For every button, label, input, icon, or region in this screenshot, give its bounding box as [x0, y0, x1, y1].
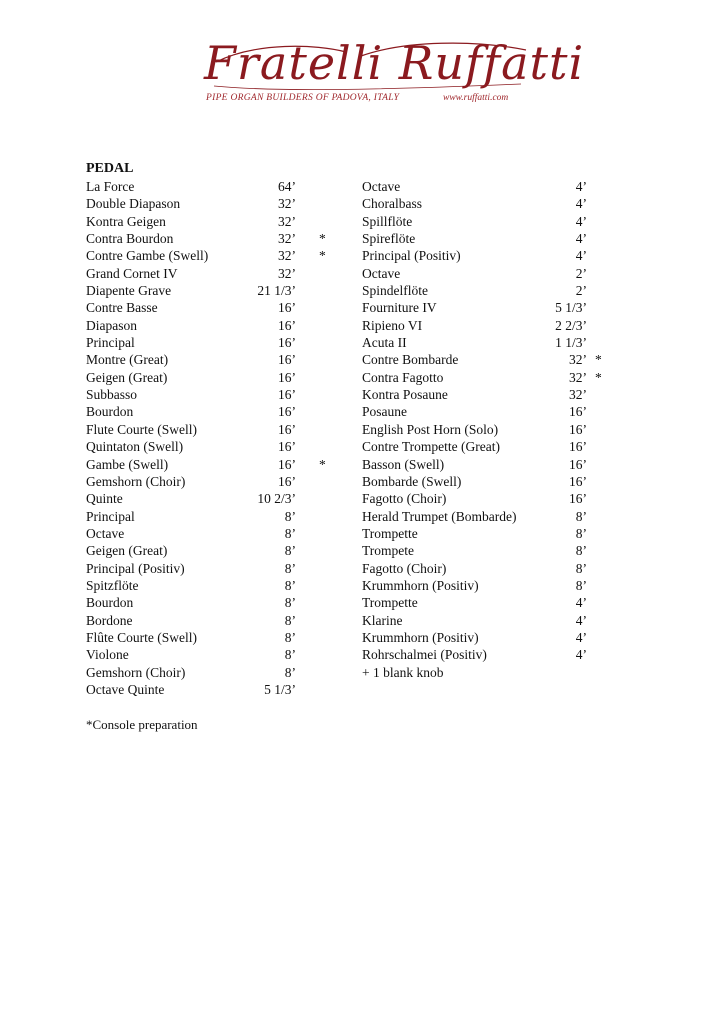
stop-pitch: 16’ [278, 473, 296, 489]
stop-name: Principal (Positiv) [86, 560, 185, 576]
division-heading: PEDAL [86, 161, 134, 176]
stop-row [86, 247, 326, 264]
stop-name: Fourniture IV [362, 300, 437, 316]
stop-row [86, 664, 326, 681]
stop-pitch: 4’ [575, 196, 587, 212]
stop-name: Ripieno VI [362, 317, 423, 333]
stop-row [86, 612, 326, 629]
company-tagline: PIPE ORGAN BUILDERS OF PADOVA, ITALY [206, 93, 400, 103]
stop-row [86, 386, 326, 403]
stop-pitch: 64’ [278, 179, 296, 194]
stop-pitch: 32’ [569, 387, 587, 403]
stop-row [86, 542, 326, 559]
stop-name: Grand Cornet IV [86, 265, 178, 281]
stop-pitch: 8’ [284, 525, 296, 541]
stop-name: Fagotto (Choir) [362, 560, 447, 576]
stop-name: Trompette [362, 525, 418, 541]
stop-name: Octave Quinte [86, 681, 165, 697]
stop-pitch: 2 2/3’ [555, 317, 587, 333]
stop-row [362, 299, 602, 316]
stop-name: Spireflöte [362, 231, 416, 247]
stop-name: Diapason [86, 317, 137, 333]
stop-pitch: 10 2/3’ [257, 491, 296, 507]
stop-pitch: 8’ [284, 560, 296, 576]
stop-pitch: 2’ [575, 265, 587, 281]
stop-pitch: 16’ [278, 439, 296, 455]
stop-pitch: 8’ [284, 595, 296, 611]
stop-pitch: 1 1/3’ [555, 335, 587, 351]
preparation-mark: * [319, 231, 326, 247]
stop-row [362, 230, 602, 247]
stop-name: Flute Courte (Swell) [86, 421, 197, 437]
stop-name: Octave [362, 179, 401, 194]
stop-name: Gemshorn (Choir) [86, 664, 186, 680]
stop-pitch: 8’ [284, 647, 296, 663]
stop-pitch: 5 1/3’ [264, 681, 296, 697]
stop-pitch: 32’ [569, 369, 587, 385]
stop-row [86, 195, 326, 212]
stop-row [362, 612, 602, 629]
stop-pitch: 8’ [284, 629, 296, 645]
stop-name: Gambe (Swell) [86, 456, 169, 472]
stop-row [86, 438, 326, 455]
stop-list-right [362, 178, 602, 681]
stop-row [86, 299, 326, 316]
stop-row [86, 594, 326, 611]
stop-name: Bordone [86, 612, 133, 628]
stop-row [362, 438, 602, 455]
stop-name: Basson (Swell) [362, 456, 445, 472]
stop-row [86, 508, 326, 525]
stop-row [86, 178, 326, 195]
stop-name: Double Diapason [86, 196, 181, 212]
stop-pitch: 8’ [575, 508, 587, 524]
stop-row [86, 317, 326, 334]
stop-row [362, 508, 602, 525]
stop-row [362, 577, 602, 594]
stop-pitch: 4’ [575, 629, 587, 645]
stop-row [362, 594, 602, 611]
preparation-mark: * [319, 456, 326, 472]
stop-name: Rohrschalmei (Positiv) [362, 647, 487, 663]
stop-name: + 1 blank knob [362, 664, 444, 680]
stop-name: Subbasso [86, 387, 138, 403]
company-logo: Fratelli Ruffatti [204, 36, 585, 90]
stop-row [86, 369, 326, 386]
stop-name: Spindelflöte [362, 283, 428, 299]
stop-row [86, 629, 326, 646]
stop-pitch: 8’ [575, 525, 587, 541]
stop-row [362, 195, 602, 212]
stop-name: Fagotto (Choir) [362, 491, 447, 507]
stop-pitch: 8’ [575, 543, 587, 559]
stop-row [86, 403, 326, 420]
stop-row [86, 282, 326, 299]
stop-name: Principal [86, 508, 135, 524]
preparation-mark: * [319, 248, 326, 264]
preparation-mark: * [595, 369, 602, 385]
stop-pitch: 16’ [278, 317, 296, 333]
stop-name: Gemshorn (Choir) [86, 473, 186, 489]
stop-name: Contre Basse [86, 300, 158, 316]
stop-pitch: 16’ [569, 439, 587, 455]
stop-pitch: 4’ [575, 213, 587, 229]
stop-name: Kontra Geigen [86, 213, 166, 229]
stop-row [362, 369, 602, 386]
stop-pitch: 5 1/3’ [555, 300, 587, 316]
stop-name: Bombarde (Swell) [362, 473, 462, 489]
stop-row [86, 525, 326, 542]
stop-name: Violone [86, 647, 129, 663]
stop-row [362, 265, 602, 282]
stop-row [86, 490, 326, 507]
footnote: *Console preparation [86, 717, 198, 732]
stop-name: Contra Bourdon [86, 231, 174, 247]
stop-pitch: 8’ [575, 577, 587, 593]
stop-row [362, 247, 602, 264]
stop-name: Spitzflöte [86, 577, 139, 593]
stop-pitch: 4’ [575, 595, 587, 611]
stop-pitch: 8’ [284, 543, 296, 559]
stop-row [86, 334, 326, 351]
stop-name: Kontra Posaune [362, 387, 448, 403]
stop-name: Octave [86, 525, 125, 541]
stop-row [86, 646, 326, 663]
stop-pitch: 4’ [575, 248, 587, 264]
letterhead [196, 34, 585, 109]
stop-row [362, 282, 602, 299]
stop-name: Geigen (Great) [86, 543, 168, 559]
stop-pitch: 16’ [278, 300, 296, 316]
stop-name: Principal (Positiv) [362, 248, 461, 264]
stop-pitch: 16’ [278, 369, 296, 385]
stop-row [362, 351, 602, 368]
company-website: www.ruffatti.com [443, 93, 509, 103]
stop-name: Trompette [362, 595, 418, 611]
stop-pitch: 32’ [278, 265, 296, 281]
stop-name: Montre (Great) [86, 352, 169, 368]
stop-row [362, 542, 602, 559]
stop-pitch: 32’ [278, 248, 296, 264]
stop-name: La Force [86, 179, 135, 194]
stop-pitch: 16’ [278, 456, 296, 472]
stop-name: Bourdon [86, 595, 134, 611]
stop-pitch: 4’ [575, 647, 587, 663]
stop-pitch: 16’ [278, 421, 296, 437]
stop-name: Krummhorn (Positiv) [362, 629, 479, 645]
stop-name: Trompete [362, 543, 415, 559]
stop-pitch: 32’ [278, 196, 296, 212]
stop-pitch: 8’ [284, 612, 296, 628]
stop-row [86, 265, 326, 282]
stop-pitch: 8’ [575, 560, 587, 576]
stop-pitch: 8’ [284, 664, 296, 680]
stop-name: Spillflöte [362, 213, 413, 229]
stop-row [362, 213, 602, 230]
stop-name: Contre Trompette (Great) [362, 439, 500, 455]
stop-name: Acuta II [362, 335, 407, 351]
stop-row [86, 456, 326, 473]
stop-pitch: 4’ [575, 231, 587, 247]
stop-name: Contre Gambe (Swell) [86, 248, 209, 264]
stop-row [86, 351, 326, 368]
stop-row [362, 473, 602, 490]
stop-name: Krummhorn (Positiv) [362, 577, 479, 593]
stop-name: Octave [362, 265, 401, 281]
stop-name: Quintaton (Swell) [86, 439, 184, 455]
stop-name: Choralbass [362, 196, 422, 212]
stop-row [86, 230, 326, 247]
stop-pitch: 8’ [284, 508, 296, 524]
stop-row [362, 403, 602, 420]
stop-row [362, 421, 602, 438]
stop-name: Klarine [362, 612, 403, 628]
stop-row [86, 681, 326, 698]
stop-name: English Post Horn (Solo) [362, 421, 499, 437]
stop-name: Principal [86, 335, 135, 351]
stop-row [362, 525, 602, 542]
stop-row [86, 560, 326, 577]
stop-row [86, 421, 326, 438]
stop-name: Contre Bombarde [362, 352, 459, 368]
stop-pitch: 16’ [278, 335, 296, 351]
stop-pitch: 16’ [569, 491, 587, 507]
stop-name: Bourdon [86, 404, 134, 420]
stop-pitch: 16’ [569, 421, 587, 437]
stop-pitch: 21 1/3’ [257, 283, 296, 299]
stop-row [86, 473, 326, 490]
stop-pitch: 2’ [575, 283, 587, 299]
stop-pitch: 16’ [569, 473, 587, 489]
stop-pitch: 16’ [278, 387, 296, 403]
stop-name: Diapente Grave [86, 283, 172, 299]
stop-pitch: 4’ [575, 612, 587, 628]
stop-name: Flûte Courte (Swell) [86, 629, 197, 645]
stop-row [362, 560, 602, 577]
stop-name: Geigen (Great) [86, 369, 168, 385]
stop-pitch: 16’ [278, 404, 296, 420]
stop-row [86, 577, 326, 594]
stop-pitch: 16’ [278, 352, 296, 368]
stop-row [362, 490, 602, 507]
stop-pitch: 4’ [575, 179, 587, 194]
stop-name: Posaune [362, 404, 407, 420]
stop-row [362, 629, 602, 646]
stop-name: Herald Trumpet (Bombarde) [362, 508, 517, 524]
stop-name: Quinte [86, 491, 123, 507]
stop-row [362, 317, 602, 334]
preparation-mark: * [595, 352, 602, 368]
stop-name: Contra Fagotto [362, 369, 444, 385]
stop-pitch: 16’ [569, 456, 587, 472]
stop-row [362, 456, 602, 473]
stop-row [362, 386, 602, 403]
stop-row [362, 334, 602, 351]
stop-row [362, 664, 602, 681]
stop-pitch: 32’ [278, 231, 296, 247]
stop-row [362, 646, 602, 663]
stop-pitch: 16’ [569, 404, 587, 420]
stop-row [86, 213, 326, 230]
stop-list-left [86, 178, 326, 698]
stop-row [362, 178, 602, 195]
stop-pitch: 32’ [278, 213, 296, 229]
stop-pitch: 32’ [569, 352, 587, 368]
stop-pitch: 8’ [284, 577, 296, 593]
